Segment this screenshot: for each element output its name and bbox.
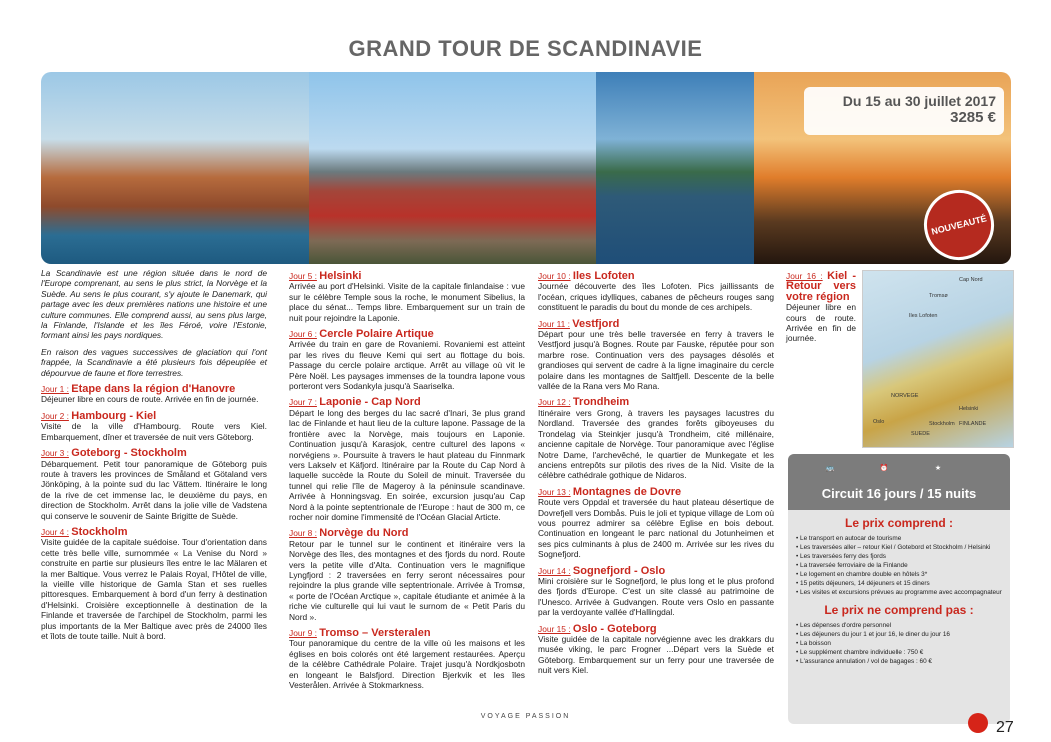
- day-text: Départ pour une très belle traversée en ferry à travers le Vestfjord jusqu'à Bognes. Route par Fauske, réputée pour son marbre rose. Continuation vers des paysages désolés et grandioses qui servent de cadre à la ligne imaginaire du cercle polaire dans les montagnes de Saltfjell. Descente de la belle vallée de la Rana vers Mo Rana.: [538, 329, 774, 392]
- day-heading: [538, 397, 774, 407]
- map-label: Iles Lofoten: [909, 313, 938, 319]
- day-number: Jour 2 :: [41, 410, 69, 421]
- day-heading: [289, 271, 525, 281]
- map-label: NORVEGE: [891, 393, 919, 399]
- day-text: Visite de la ville d'Hambourg. Route vers Kiel. Embarquement, dîner et traversée de nuit vers Göteborg.: [41, 421, 267, 442]
- day-number: Jour 13 :: [538, 486, 571, 497]
- day-title: Trondheim: [572, 396, 630, 409]
- day-heading: [41, 411, 267, 421]
- day-text: Route vers Oppdal et traversée du haut plateau désertique de Dovrefjell vers Dombås. Puis le joli et typique village de Lom où vous pourrez admirer sa célèbre Eglise en bois debout. Continuation en longeant le parc national du Jotunheimen et ses pics culminants à plus de 2400 m. Arrivée sur les rives du Sognefjord.: [538, 497, 774, 560]
- excludes-item: • Les dépenses d'ordre personnel: [796, 621, 1004, 630]
- intro-text: [41, 268, 267, 378]
- map-label: Tromsø: [929, 293, 948, 299]
- includes-title: Le prix comprend :: [844, 516, 954, 530]
- day-heading: [289, 397, 525, 407]
- day-text: Déjeuner libre en cours de route. Arrivée en fin de journée.: [786, 302, 856, 344]
- excludes-item: • Le supplément chambre individuelle : 750 €: [796, 648, 1004, 657]
- column-1: [41, 268, 267, 647]
- day-number: Jour 4 :: [41, 526, 69, 537]
- day-number: Jour 8 :: [289, 528, 317, 539]
- day-heading: [538, 487, 774, 497]
- day-text: Déjeuner libre en cours de route. Arrivée en fin de journée.: [41, 394, 259, 405]
- day-title: Montagnes de Dovre: [572, 485, 682, 498]
- page-number: 27: [996, 719, 1014, 736]
- map-label: Oslo: [873, 419, 885, 425]
- map-label: FINLANDE: [959, 421, 987, 427]
- day-heading: [538, 319, 774, 329]
- day-title: Helsinki: [319, 270, 362, 282]
- column-3: [538, 268, 774, 682]
- day-title: Laponie - Cap Nord: [319, 396, 421, 409]
- excludes-item: • Les déjeuners du jour 1 et jour 16, le diner du jour 16: [796, 630, 1004, 639]
- day-text: Itinéraire vers Grong, à travers les paysages lacustres du Nordland. Traversée des grandes forêts giboyeuses du Trondelag via Steinkjer jusqu'à Trondheim, cité millénaire, ancienne capitale de Norvège. Tour panoramique avec l'église Notre Dame, l'archevêché, le quartier de Munkegate et les anciens entrepôts sur pilotis des rives de la Nid. Visite de la célèbre cathédrale gothique de Nidaros.: [538, 407, 774, 481]
- day-number: Jour 14 :: [538, 565, 571, 576]
- day-title: Goteborg - Stockholm: [71, 447, 187, 460]
- excludes-title: Le prix ne comprend pas :: [824, 603, 974, 617]
- circuit-duration: Circuit 16 jours / 15 nuits: [821, 486, 977, 501]
- day-title: Vestfjord: [572, 317, 620, 330]
- bus-icon: 🚌: [825, 465, 835, 472]
- column-2: [289, 268, 525, 696]
- day-number: Jour 5 :: [289, 271, 317, 281]
- day-number: Jour 1 :: [41, 384, 69, 395]
- day-title: Norvège du Nord: [319, 527, 409, 540]
- page-title: GRAND TOUR DE SCANDINAVIE: [348, 36, 703, 61]
- day-heading: [41, 448, 267, 458]
- day-text: Débarquement. Petit tour panoramique de Göteborg puis route à travers les provinces de Småland et Götaland vers Jönköping, à la pointe sud du lac Vättem. Itinéraire le long de la rive de cet immense lac, le deuxième du pays, en direction de Stockholm. Arrêt dans la jolie ville de Vadstena qui conserve le souvenir de Sainte Brigitte de Suède.: [41, 458, 267, 521]
- day-heading: [289, 329, 525, 339]
- intro-paragraph-2: En raison des vagues successives de glaciation qui l'ont frappée, la Scandinavie a été plusieurs fois dépeuplée et dépourvue de faune et flore terrestres.: [41, 346, 267, 378]
- excludes-item: • L'assurance annulation / vol de bagages : 60 €: [796, 657, 1004, 666]
- excludes-item: • La boisson: [796, 639, 1004, 648]
- day-heading: [786, 271, 856, 302]
- day-heading: [538, 566, 774, 576]
- trip-dates: Du 15 au 30 juillet 2017: [842, 93, 996, 109]
- circuit-header: [788, 454, 1010, 510]
- includes-item: • Les visites et excursions prévues au programme avec accompagnateur: [796, 588, 1004, 597]
- intro-paragraph-1: La Scandinavie est une région située dans le nord de l'Europe comprenant, au sens le plus strict, la Norvège et la Suède. Au sens le plus courant, s'y ajoute le Danemark, qui partage avec les deux premières nations une histoire et une culture communes. Elle comprend aussi, au sens plus large, la Finlande, l'Islande et les îles Féroé, voire l'Estonie, formant ainsi les pays nordiques.: [41, 268, 267, 341]
- photo-fjord: [596, 72, 754, 264]
- nouveaute-icon: ★: [934, 465, 942, 472]
- includes-item: • Les traversées ferry des fjords: [796, 552, 1004, 561]
- column-4: [786, 268, 856, 350]
- day-title: Iles Lofoten: [572, 270, 635, 282]
- day-text: Visite guidée de la capitale suédoise. Tour d'orientation dans cette très belle ville, surnommée « La Venise du Nord » construite en partie sur plusieurs îles entre le lac Mälaren et la mer Baltique. Vous verrez le Palais Royal, l'Hôtel de ville, la vieille ville historique de Gamla Stan et ses ruelles pittoresques. Embarquement à bord d'un ferry à destination d'Helsinki. Croisière exceptionnelle à destination de la Finlande et traversée de l'archipel de Stockholm, parmi les plus importants de la Mer Baltique avec près de 24000 îles et îlots de toute taille. Nuit à bord.: [41, 537, 267, 641]
- brand-footer: VOYAGE PASSION: [480, 713, 571, 720]
- includes-item: • Le logement en chambre double en hôtels 3*: [796, 570, 1004, 579]
- day-number: Jour 10 :: [538, 271, 571, 281]
- day-title: Kiel - Retour vers votre région: [786, 270, 856, 303]
- day-title: Sognefjord - Oslo: [572, 564, 666, 577]
- day-number: Jour 11 :: [538, 318, 570, 329]
- day-title: Etape dans la région d'Hanovre: [71, 383, 236, 396]
- day-heading: [289, 628, 525, 638]
- nouveaute-badge: NOUVEAUTÉ: [917, 183, 1002, 268]
- map-label: SUEDE: [911, 431, 930, 437]
- includes-list: [788, 534, 1010, 597]
- scandinavia-map: [862, 270, 1014, 448]
- day-text: Tour panoramique du centre de la ville où les maisons et les églises en bois colorés ont été largement restaurées. Aperçu de la célèbre Cathédrale Polaire. Trajet jusqu'à Nordkjosbotn en longeant le Balsfjord. Direction Bjerkvik et les îles Vesterålen. Arrivée à Stokmarkness.: [289, 638, 525, 691]
- map-label: Stockholm: [929, 421, 955, 427]
- day-text: Visite guidée de la capitale norvégienne avec les drakkars du musée viking, le parc Frogner ...Départ vers la Suède et Göteborg. Embarquement sur un ferry pour une traversée de nuit vers Kiel.: [538, 634, 774, 676]
- map-label: Helsinki: [959, 406, 979, 412]
- day-number: Jour 7 :: [289, 397, 317, 408]
- day-number: Jour 12 :: [538, 397, 571, 408]
- day-text: Retour par le tunnel sur le continent et itinéraire vers la Norvège des îles, des montagnes et des fjords du nord. Route vers la petite ville d'Alta. Continuation vers le magnifique Lyngfjord : 2 traversées en ferry seront nécessaires pour rejoindre la plus grande ville septentrionale. Arrivée à Tromsø, « porte de l'Océan Arctique », capitale étudiante et animée à la riche vie culturelle qui lui vaut le surnom de « Petit Paris du Nord ».: [289, 538, 525, 622]
- day-heading: [289, 528, 525, 538]
- trip-price: 3285 €: [950, 109, 996, 126]
- includes-item: • 15 petits déjeuners, 14 déjeuners et 15 diners: [796, 579, 1004, 588]
- day-text: Arrivée du train en gare de Rovaniemi. Rovaniemi est atteint par les rives du fleuve Kemi qui sert au flottage du bois. Passage du cercle polaire arctique. Arrêt au village où vit le Père Noël. Les paysages immenses de la toundra lapone vous porteront vers Sodankyla jusqu'à Saariselka.: [289, 339, 525, 392]
- day-title: Cercle Polaire Artique: [319, 328, 434, 341]
- day-heading: [41, 384, 267, 394]
- reservez-tot-icon: ⏰: [879, 465, 889, 472]
- excludes-list: [788, 621, 1010, 666]
- photo-stockholm-city: [41, 72, 309, 264]
- day-title: Hambourg - Kiel: [71, 409, 157, 422]
- photo-red-cabin-lofoten: [309, 72, 596, 264]
- day-heading: [41, 527, 267, 537]
- day-text: Mini croisière sur le Sognefjord, le plus long et le plus profond des fjords d'Europe. C'est un site classé au patrimoine de l'Unesco. Arrivée à Gudvangen. Route vers Oslo en passante par la verdoyante vallée d'Hallingdal.: [538, 575, 774, 618]
- map-label: Cap Nord: [959, 277, 983, 283]
- day-title: Stockholm: [71, 525, 128, 538]
- day-number: Jour 9 :: [289, 628, 317, 638]
- day-text: Départ le long des berges du lac sacré d'Inari, 3e plus grand lac de Finlande et haut lieu de la culture lapone. Passage de la frontière avec la Norvège, mais toujours en Laponie. Continuation jusqu'à Karasjok, centre culturel des lapons « norvégiens ». Poursuite à travers le haut plateau du Finnmark vers Lakselv et Käfjord. Itinéraire par la Route du Cap Nord à laquelle succède la Route du Soleil de minuit. Traversée du tunnel qui relie l'île de Mageroy à la péninsule scandinave. Arrivée à Honningsvag. En soirée, excursion jusqu'au Cap Nord à la pointe septentrionale de l'Europe : haut de 300 m, ce rocher noir domine l'immensité de l'Océan Glacial Articte.: [289, 407, 525, 522]
- day-text: Arrivée au port d'Helsinki. Visite de la capitale finlandaise : vue sur le célèbre Temple sous la roche, le monument Sibelius, la place du sénat... Temps libre. Embarquement sur un train de nuit pour rejoindre la Laponie.: [289, 281, 525, 323]
- includes-item: • Le transport en autocar de tourisme: [796, 534, 1004, 543]
- includes-item: • Les traversées aller – retour Kiel / Gotebord et Stockholm / Helsinki: [796, 543, 1004, 552]
- day-text: Journée découverte des îles Lofoten. Pics jaillissants de l'océan, criques idylliques, cabanes de pêcheurs rouges sang constituent le paradis du bout du monde de ces archipels.: [538, 281, 774, 313]
- day-heading: [538, 624, 774, 634]
- day-heading: [538, 271, 774, 281]
- day-title: Tromso – Versteralen: [319, 627, 431, 639]
- day-number: Jour 3 :: [41, 448, 69, 459]
- poppy-flower-icon: [968, 713, 988, 733]
- day-number: Jour 6 :: [289, 329, 317, 340]
- day-title: Oslo - Goteborg: [572, 622, 657, 635]
- circuit-info-box: [788, 454, 1010, 724]
- day-number: Jour 15 :: [538, 623, 571, 634]
- includes-item: • La traversée ferroviaire de la Finlande: [796, 561, 1004, 570]
- price-box: [804, 87, 1004, 135]
- day-number: Jour 16 :: [786, 271, 823, 281]
